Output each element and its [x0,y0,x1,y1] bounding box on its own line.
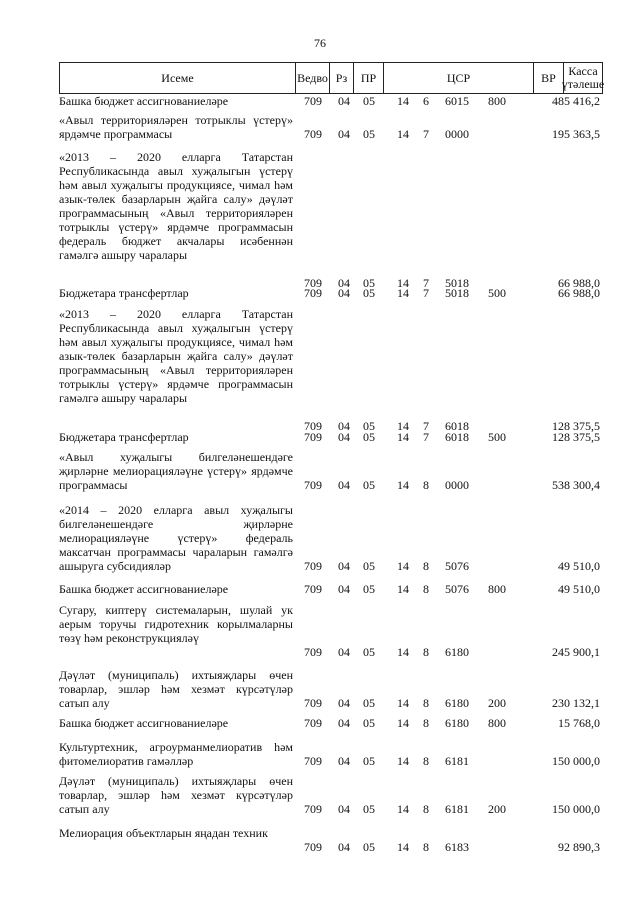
code-subprogram: 8 [423,716,429,730]
row-name: Башка бюджет ассигнованиеләре [59,716,229,730]
amount-value: 92 890,3 [558,840,600,854]
row-name: Сугару, киптерү системаларын, шулай ук аерым торучы гидротехник корылмаларны төзү һәм реконструкцияләү [59,603,293,645]
code-rz: 04 [338,286,350,300]
code-program: 14 [397,276,409,290]
table-row [59,113,603,141]
code-rz: 04 [338,802,350,816]
amount-value: 485 416,2 [552,94,600,108]
code-rz: 04 [338,430,350,444]
code-program: 14 [397,127,409,141]
amount-value: 15 768,0 [558,716,600,730]
code-target: 6180 [445,716,469,730]
amount-value: 128 375,5 [552,419,600,433]
row-name: «2014 – 2020 елларга авыл хуҗалыгы билгеләнешендәге җирләрне мелиорацияләүне үстерү» федераль максатчан программасы чараларын гамәлгә ашыруга субсидияләр [59,503,293,573]
code-rz: 04 [338,582,350,596]
table-row [59,826,603,854]
code-ved: 709 [304,802,322,816]
row-name: «Авыл хуҗалыгы билгеләнешендәге җирләрне мелиорацияләүне үстерү» ярдәмче программасы [59,450,293,492]
code-subprogram: 7 [423,430,429,444]
header-csr: ЦСР [384,62,534,94]
table-row [59,430,603,444]
code-subprogram: 7 [423,276,429,290]
table-row [59,716,603,730]
code-subprogram: 8 [423,802,429,816]
table-row [59,286,603,300]
code-vr: 200 [488,696,506,710]
code-rz: 04 [338,645,350,659]
code-rz: 04 [338,559,350,573]
code-subprogram: 7 [423,127,429,141]
code-vr: 500 [488,286,506,300]
row-name: Бюджетара трансфертлар [59,286,189,300]
table-row [59,150,603,290]
code-ved: 709 [304,419,322,433]
amount-value: 66 988,0 [558,286,600,300]
row-name: Башка бюджет ассигнованиеләре [59,582,229,596]
code-ved: 709 [304,754,322,768]
code-ved: 709 [304,127,322,141]
code-program: 14 [397,696,409,710]
code-subprogram: 7 [423,286,429,300]
code-vr: 800 [488,716,506,730]
header-ved: Ведво [296,62,330,94]
code-rz: 04 [338,840,350,854]
code-ved: 709 [304,276,322,290]
row-name: Культуртехник, агроурманмелиоратив һәм фитомелиоратив гамәлләр [59,740,293,768]
page-number: 76 [314,36,326,50]
code-program: 14 [397,840,409,854]
code-subprogram: 8 [423,478,429,492]
table-row [59,603,603,659]
code-vr: 500 [488,430,506,444]
code-subprogram: 8 [423,582,429,596]
code-rz: 04 [338,127,350,141]
code-program: 14 [397,645,409,659]
code-program: 14 [397,582,409,596]
code-subprogram: 7 [423,419,429,433]
code-target: 0000 [445,127,469,141]
code-target: 6018 [445,430,469,444]
amount-value: 49 510,0 [558,559,600,573]
code-ved: 709 [304,559,322,573]
row-name: «2013 – 2020 елларга Татарстан Республикасында авыл хуҗалыгын үстерү һәм авыл хуҗалыгы продукциясе, чимал һәм азык-төлек базарларын җайга салу» дәүләт программасының «Авыл территорияләрен тотрыклы үстерү» ярдәмче программасын федераль бюджет акчалары исәбеннән гамәлгә ашыру чаралары [59,150,293,262]
code-pr: 05 [363,559,375,573]
code-program: 14 [397,430,409,444]
code-ved: 709 [304,840,322,854]
code-pr: 05 [363,419,375,433]
amount-value: 230 132,1 [552,696,600,710]
code-target: 6183 [445,840,469,854]
row-name: «2013 – 2020 елларга Татарстан Республикасында авыл хуҗалыгын үстерү һәм авыл хуҗалыгы продукциясе, чимал һәм азык-төлек базарларын җайга салу» дәүләт программасының «Авыл территорияләрен тотрыклы үстерү» ярдәмче программасын гамәлгә ашыру чаралары [59,307,293,405]
code-target: 6180 [445,696,469,710]
code-pr: 05 [363,582,375,596]
code-vr: 200 [488,802,506,816]
table-row [59,582,603,596]
header-vr: ВР [534,62,564,94]
code-target: 5076 [445,559,469,573]
row-name: Башка бюджет ассигнованиеләре [59,94,229,108]
amount-value: 538 300,4 [552,478,600,492]
code-rz: 04 [338,276,350,290]
row-name: Мелиорация объектларын яңадан техник [59,826,268,840]
header-amount: Касса үтәлеше [564,62,603,94]
table-row [59,503,603,573]
table-row [59,94,603,108]
code-ved: 709 [304,286,322,300]
code-rz: 04 [338,754,350,768]
code-pr: 05 [363,94,375,108]
code-ved: 709 [304,94,322,108]
code-target: 6015 [445,94,469,108]
code-program: 14 [397,754,409,768]
amount-value: 128 375,5 [552,430,600,444]
code-target: 6181 [445,802,469,816]
code-rz: 04 [338,716,350,730]
code-subprogram: 8 [423,645,429,659]
code-target: 6181 [445,754,469,768]
code-pr: 05 [363,716,375,730]
code-pr: 05 [363,127,375,141]
amount-value: 49 510,0 [558,582,600,596]
amount-value: 245 900,1 [552,645,600,659]
code-rz: 04 [338,478,350,492]
code-pr: 05 [363,645,375,659]
table-header [59,62,603,94]
table-row [59,740,603,768]
code-pr: 05 [363,802,375,816]
code-program: 14 [397,286,409,300]
table-row [59,774,603,816]
code-rz: 04 [338,419,350,433]
row-name: Дәүләт (муниципаль) ихтыяҗлары өчен товарлар, эшләр һәм хезмәт күрсәтүләр сатып алу [59,774,293,816]
code-pr: 05 [363,754,375,768]
code-ved: 709 [304,478,322,492]
code-subprogram: 6 [423,94,429,108]
row-name: Дәүләт (муниципаль) ихтыяҗлары өчен товарлар, эшләр һәм хезмәт күрсәтүләр сатып алу [59,668,293,710]
code-program: 14 [397,94,409,108]
code-pr: 05 [363,478,375,492]
code-pr: 05 [363,286,375,300]
code-ved: 709 [304,582,322,596]
code-ved: 709 [304,430,322,444]
code-vr: 800 [488,94,506,108]
code-program: 14 [397,478,409,492]
code-ved: 709 [304,696,322,710]
code-target: 5076 [445,582,469,596]
code-target: 5018 [445,286,469,300]
header-rz: Рз [330,62,354,94]
code-vr: 800 [488,582,506,596]
code-rz: 04 [338,94,350,108]
code-subprogram: 8 [423,754,429,768]
code-program: 14 [397,559,409,573]
table-row [59,307,603,433]
code-ved: 709 [304,716,322,730]
amount-value: 150 000,0 [552,802,600,816]
code-rz: 04 [338,696,350,710]
table-row [59,450,603,492]
code-ved: 709 [304,645,322,659]
header-pr: ПР [354,62,384,94]
code-target: 0000 [445,478,469,492]
code-target: 6180 [445,645,469,659]
table-row [59,668,603,710]
code-pr: 05 [363,696,375,710]
code-pr: 05 [363,840,375,854]
amount-value: 195 363,5 [552,127,600,141]
code-subprogram: 8 [423,559,429,573]
code-pr: 05 [363,276,375,290]
code-program: 14 [397,716,409,730]
code-program: 14 [397,419,409,433]
row-name: «Авыл территорияләрен тотрыклы үстерү» ярдәмче программасы [59,113,293,141]
amount-value: 150 000,0 [552,754,600,768]
row-name: Бюджетара трансфертлар [59,430,189,444]
code-target: 5018 [445,276,469,290]
code-pr: 05 [363,430,375,444]
code-target: 6018 [445,419,469,433]
header-name: Исеме [59,62,296,94]
code-subprogram: 8 [423,696,429,710]
code-subprogram: 8 [423,840,429,854]
code-program: 14 [397,802,409,816]
amount-value: 66 988,0 [558,276,600,290]
